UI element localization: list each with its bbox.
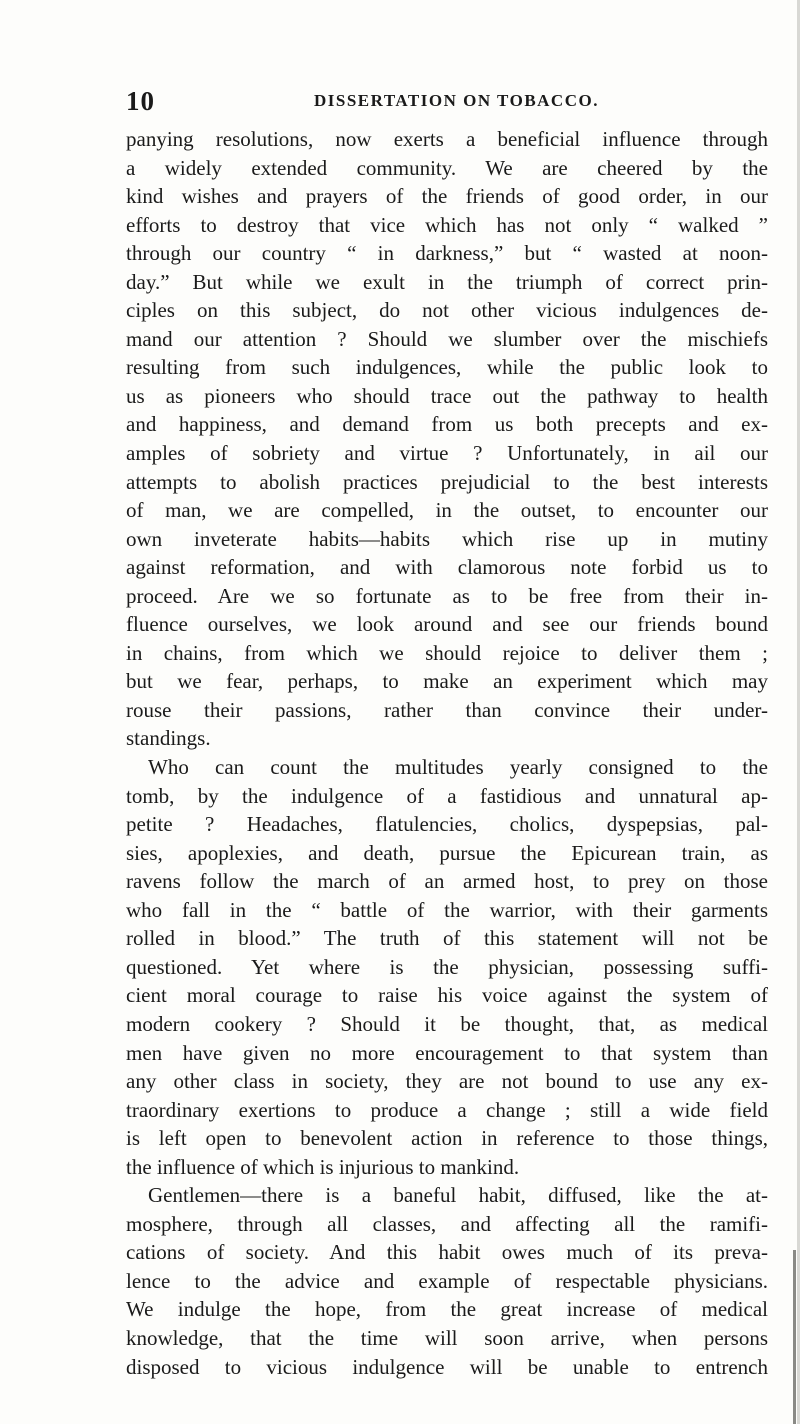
page-number: 10 (126, 86, 155, 116)
running-head: DISSERTATION ON TOBACCO. (314, 91, 599, 110)
text-line: of man, we are compelled, in the outset, to encounter our (126, 498, 768, 523)
body-text (126, 125, 768, 1381)
text-line: kind wishes and prayers of the friends of good order, in our (126, 184, 768, 209)
text-line: rolled in blood.” The truth of this statement will not be (126, 926, 768, 951)
text-line: efforts to destroy that vice which has not only “ walked ” (126, 212, 768, 237)
text-line: and happiness, and demand from us both precepts and ex- (126, 412, 768, 437)
text-line: proceed. Are we so fortunate as to be free from their in- (126, 583, 768, 608)
text-line: mand our attention ? Should we slumber over the mischiefs (126, 326, 768, 351)
text-line: against reformation, and with clamorous note forbid us to (126, 555, 768, 580)
text-line: men have given no more encouragement to that system than (126, 1040, 768, 1065)
text-line: We indulge the hope, from the great increase of medical (126, 1297, 768, 1322)
text-line: lence to the advice and example of respectable physicians. (126, 1268, 768, 1293)
text-line: through our country “ in darkness,” but “ wasted at noon- (126, 241, 768, 266)
text-line: own inveterate habits—habits which rise up in mutiny (126, 526, 768, 551)
text-line: ciples on this subject, do not other vicious indulgences de- (126, 298, 768, 323)
text-line: who fall in the “ battle of the warrior, with their garments (126, 897, 768, 922)
text-line: attempts to abolish practices prejudicial to the best interests (126, 469, 768, 494)
text-line: sies, apoplexies, and death, pursue the Epicurean train, as (126, 840, 768, 865)
text-line: fluence ourselves, we look around and see our friends bound (126, 612, 768, 637)
text-line: day.” But while we exult in the triumph of correct prin- (126, 269, 768, 294)
paragraph-end-line: the influence of which is injurious to mankind. (126, 1154, 520, 1179)
text-line: tomb, by the indulgence of a fastidious and unnatural ap- (126, 783, 768, 808)
text-line: petite ? Headaches, flatulencies, cholics, dyspepsias, pal- (126, 812, 768, 837)
text-line: any other class in society, they are not bound to use any ex- (126, 1069, 768, 1094)
text-line: is left open to benevolent action in reference to those things, (126, 1126, 768, 1151)
text-line: questioned. Yet where is the physician, possessing suffi- (126, 954, 768, 979)
text-line: amples of sobriety and virtue ? Unfortunately, in ail our (126, 441, 768, 466)
text-line: panying resolutions, now exerts a beneficial influence through (126, 127, 768, 151)
text-line: in chains, from which we should rejoice to deliver them ; (126, 640, 768, 665)
text-line: us as pioneers who should trace out the pathway to health (126, 383, 768, 408)
text-line: disposed to vicious indulgence will be unable to entrench (126, 1354, 768, 1379)
text-line: resulting from such indulgences, while the public look to (126, 355, 768, 380)
text-line: but we fear, perhaps, to make an experiment which may (126, 669, 768, 694)
text-line: modern cookery ? Should it be thought, that, as medical (126, 1011, 768, 1036)
paragraph-start-line: Who can count the multitudes yearly consigned to the (148, 755, 768, 780)
text-line: mosphere, through all classes, and affecting all the ramifi- (126, 1211, 768, 1236)
page-edge-shadow (793, 1250, 796, 1424)
text-line: ravens follow the march of an armed host, to prey on those (126, 869, 768, 894)
text-line: rouse their passions, rather than convince their under- (126, 697, 768, 722)
text-line: a widely extended community. We are cheered by the (126, 155, 768, 180)
text-line: cations of society. And this habit owes much of its preva- (126, 1240, 768, 1265)
text-line: traordinary exertions to produce a change ; still a wide field (126, 1097, 768, 1122)
paragraph-start-line: Gentlemen—there is a baneful habit, diffused, like the at- (148, 1183, 768, 1208)
text-line: cient moral courage to raise his voice against the system of (126, 983, 768, 1008)
text-line: knowledge, that the time will soon arrive, when persons (126, 1325, 768, 1350)
paragraph-end-line: standings. (126, 726, 211, 751)
page-header (126, 86, 766, 116)
